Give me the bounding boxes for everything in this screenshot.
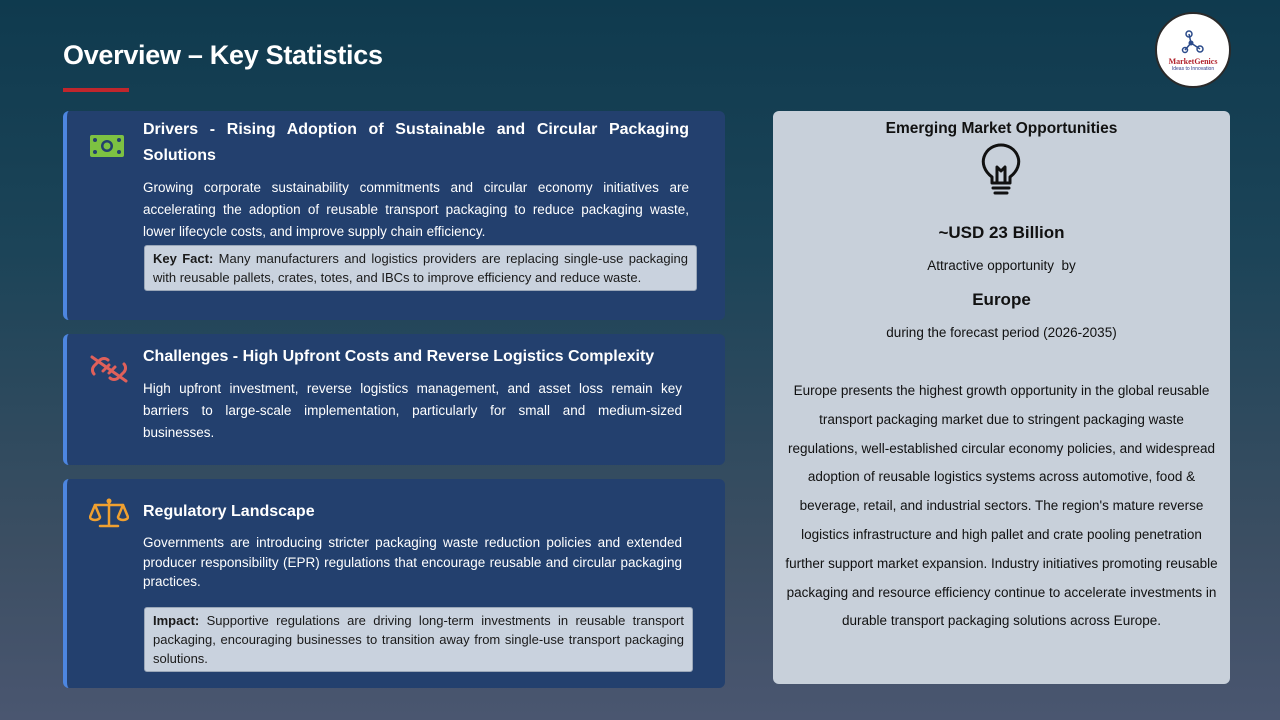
challenges-body: High upfront investment, reverse logistics management, and asset loss remain key barriers to large-scale implementation, particularly for small and medium-sized businesses. — [143, 381, 682, 440]
logo-name: MarketGenics — [1168, 56, 1218, 66]
opportunity-panel — [773, 111, 1230, 684]
opportunity-heading: Emerging Market Opportunities — [885, 120, 1118, 137]
forecast-period: during the forecast period (2026-2035) — [886, 325, 1117, 340]
logo-tagline: Ideas to Innovation — [1171, 65, 1215, 72]
impact-text: Supportive regulations are driving long-term investments in reusable transport packaging, encouraging businesses to transition away from single-use transport packaging solutions. — [153, 613, 684, 666]
challenges-title: Challenges - High Upfront Costs and Reverse Logistics Complexity — [143, 348, 655, 365]
drivers-card — [63, 111, 725, 320]
company-logo — [1155, 12, 1231, 88]
title-underline — [63, 88, 129, 92]
page-title: Overview – Key Statistics — [63, 40, 383, 70]
key-fact-text: Many manufacturers and logistics providers are replacing single-use packaging with reusable pallets, crates, totes, and IBCs to improve efficiency and reduce waste. — [153, 251, 688, 285]
impact-box — [144, 607, 693, 672]
opportunity-value: ~USD 23 Billion — [938, 223, 1065, 242]
opportunity-subtitle: Attractive opportunity by — [927, 258, 1076, 273]
opportunity-region: Europe — [972, 290, 1031, 309]
scales-icon — [89, 497, 129, 529]
key-fact-box — [144, 245, 697, 291]
regulatory-body: Governments are introducing stricter packaging waste reduction policies and extended producer responsibility (EPR) regulations that encourage reusable and circular packaging practices. — [143, 535, 682, 589]
regulatory-card — [63, 479, 725, 688]
regulatory-title: Regulatory Landscape — [143, 503, 315, 520]
broken-link-icon — [89, 354, 129, 384]
challenges-card — [63, 334, 725, 465]
key-fact-label: Key Fact: — [153, 251, 214, 266]
impact-label: Impact: — [153, 613, 200, 628]
opportunity-description: Europe presents the highest growth opportunity in the global reusable transport packaging market due to stringent packaging waste regulations, well-established circular economy policies, and widespread adoption of reusable logistics systems across automotive, food & beverage, retail, and industrial sectors. The region's mature reverse logistics infrastructure and high pallet and crate pooling penetration further support market expansion. Industry initiatives promoting reusable packaging and resource efficiency continue to accelerate investments in durable transport packaging solutions across Europe. — [785, 383, 1218, 629]
money-icon — [89, 133, 125, 159]
network-nodes-icon — [1181, 29, 1205, 55]
lightbulb-icon — [979, 143, 1023, 197]
drivers-title: Drivers - Rising Adoption of Sustainable and Circular Packaging Solutions — [143, 121, 689, 164]
drivers-body: Growing corporate sustainability commitments and circular economy initiatives are accelerating the adoption of reusable transport packaging to reduce packaging waste, lower lifecycle costs, and improve supply chain efficiency. — [143, 180, 689, 239]
